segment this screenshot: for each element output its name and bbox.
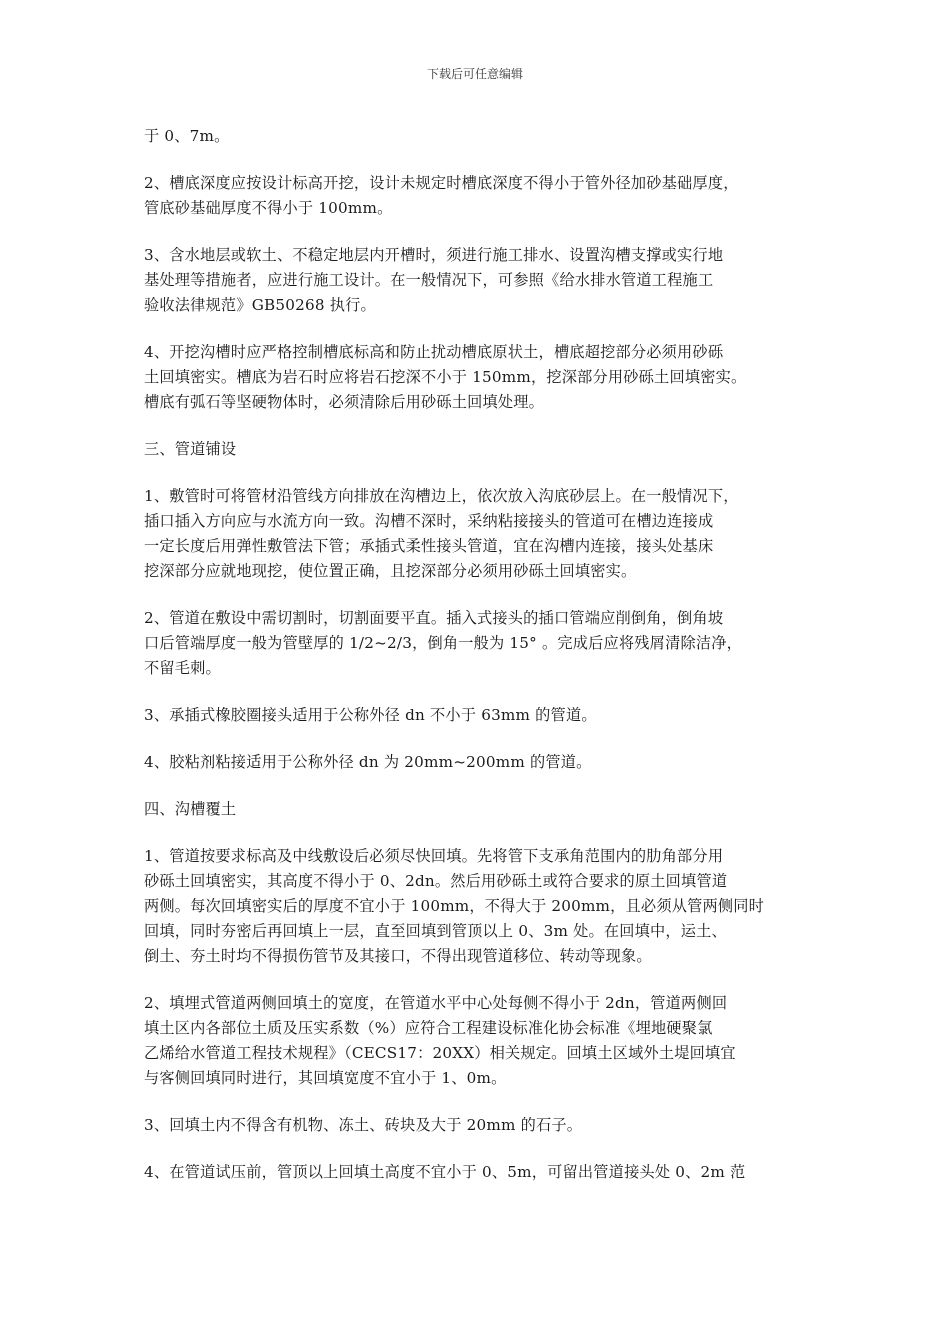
- text-line: 两侧。每次回填密实后的厚度不宜小于 100mm，不得大于 200mm，且必须从管两侧同时: [144, 897, 765, 915]
- text-line: 4、开挖沟槽时应严格控制槽底标高和防止扰动槽底原状土，槽底超挖部分必须用砂砾: [144, 343, 724, 361]
- paragraph: [144, 797, 814, 822]
- text-line: 槽底有弧石等坚硬物体时，必须清除后用砂砾土回填处理。: [144, 393, 545, 411]
- text-line: 四、沟槽覆土: [144, 800, 237, 818]
- text-line: 回填，同时夯密后再回填上一层，直至回填到管顶以上 0、3m 处。在回填中，运土、: [144, 922, 727, 940]
- text-line: 三、管道铺设: [144, 440, 237, 458]
- paragraph: [144, 703, 814, 728]
- text-line: 4、胶粘剂粘接适用于公称外径 dn 为 20mm~200mm 的管道。: [144, 753, 592, 771]
- text-line: 填土区内各部位土质及压实系数（%）应符合工程建设标准化协会标准《埋地硬聚氯: [144, 1019, 713, 1037]
- text-line: 3、承插式橡胶圈接头适用于公称外径 dn 不小于 63mm 的管道。: [144, 706, 597, 724]
- text-line: 2、槽底深度应按设计标高开挖，设计未规定时槽底深度不得小于管外径加砂基础厚度，: [144, 174, 739, 192]
- paragraph: [144, 1160, 814, 1185]
- page-header: 下载后可任意编辑: [426, 67, 523, 81]
- paragraph: [144, 243, 814, 318]
- text-line: 管底砂基础厚度不得小于 100mm。: [144, 199, 393, 217]
- text-line: 验收法律规范》GB50268 执行。: [144, 296, 376, 314]
- paragraph: [144, 340, 814, 415]
- text-line: 3、含水地层或软土、不稳定地层内开槽时，须进行施工排水、设置沟槽支撑或实行地: [144, 246, 724, 264]
- paragraph: [144, 750, 814, 775]
- text-line: 2、填埋式管道两侧回填土的宽度，在管道水平中心处每侧不得小于 2dn，管道两侧回: [144, 994, 728, 1012]
- text-line: 砂砾土回填密实，其高度不得小于 0、2dn。然后用砂砾土或符合要求的原土回填管道: [144, 872, 728, 890]
- text-line: 插口插入方向应与水流方向一致。沟槽不深时，采纳粘接接头的管道可在槽边连接成: [144, 512, 714, 530]
- paragraph: [144, 991, 814, 1091]
- text-line: 口后管端厚度一般为管壁厚的 1/2~2/3，倒角一般为 15° 。完成后应将残屑清除洁净，: [144, 634, 743, 652]
- paragraph: [144, 437, 814, 462]
- text-line: 土回填密实。槽底为岩石时应将岩石挖深不小于 150mm，挖深部分用砂砾土回填密实。: [144, 368, 747, 386]
- text-line: 2、管道在敷设中需切割时，切割面要平直。插入式接头的插口管端应削倒角，倒角坡: [144, 609, 724, 627]
- text-line: 基处理等措施者，应进行施工设计。在一般情况下，可参照《给水排水管道工程施工: [144, 271, 714, 289]
- paragraph: [144, 124, 814, 149]
- text-line: 3、回填土内不得含有机物、冻土、砖块及大于 20mm 的石子。: [144, 1116, 583, 1134]
- paragraph: [144, 844, 814, 969]
- text-line: 倒土、夯土时均不得损伤管节及其接口，不得出现管道移位、转动等现象。: [144, 947, 652, 965]
- text-line: 乙烯给水管道工程技术规程》（CECS17：20XX）相关规定。回填土区域外土堤回填宜: [144, 1044, 736, 1062]
- text-line: 4、在管道试压前，管顶以上回填土高度不宜小于 0、5m，可留出管道接头处 0、2m 范: [144, 1163, 746, 1181]
- text-line: 于 0、7m。: [144, 127, 230, 145]
- text-line: 1、敷管时可将管材沿管线方向排放在沟槽边上，依次放入沟底砂层上。在一般情况下，: [144, 487, 739, 505]
- text-line: 挖深部分应就地现挖，使位置正确，且挖深部分必须用砂砾土回填密实。: [144, 562, 637, 580]
- paragraph: [144, 606, 814, 681]
- paragraph: [144, 171, 814, 221]
- text-line: 一定长度后用弹性敷管法下管；承插式柔性接头管道，宜在沟槽内连接，接头处基床: [144, 537, 714, 555]
- document-body: [144, 124, 814, 1207]
- paragraph: [144, 1113, 814, 1138]
- paragraph: [144, 484, 814, 584]
- text-line: 不留毛刺。: [144, 659, 221, 677]
- text-line: 1、管道按要求标高及中线敷设后必须尽快回填。先将管下支承角范围内的肋角部分用: [144, 847, 724, 865]
- text-line: 与客侧回填同时进行，其回填宽度不宜小于 1、0m。: [144, 1069, 507, 1087]
